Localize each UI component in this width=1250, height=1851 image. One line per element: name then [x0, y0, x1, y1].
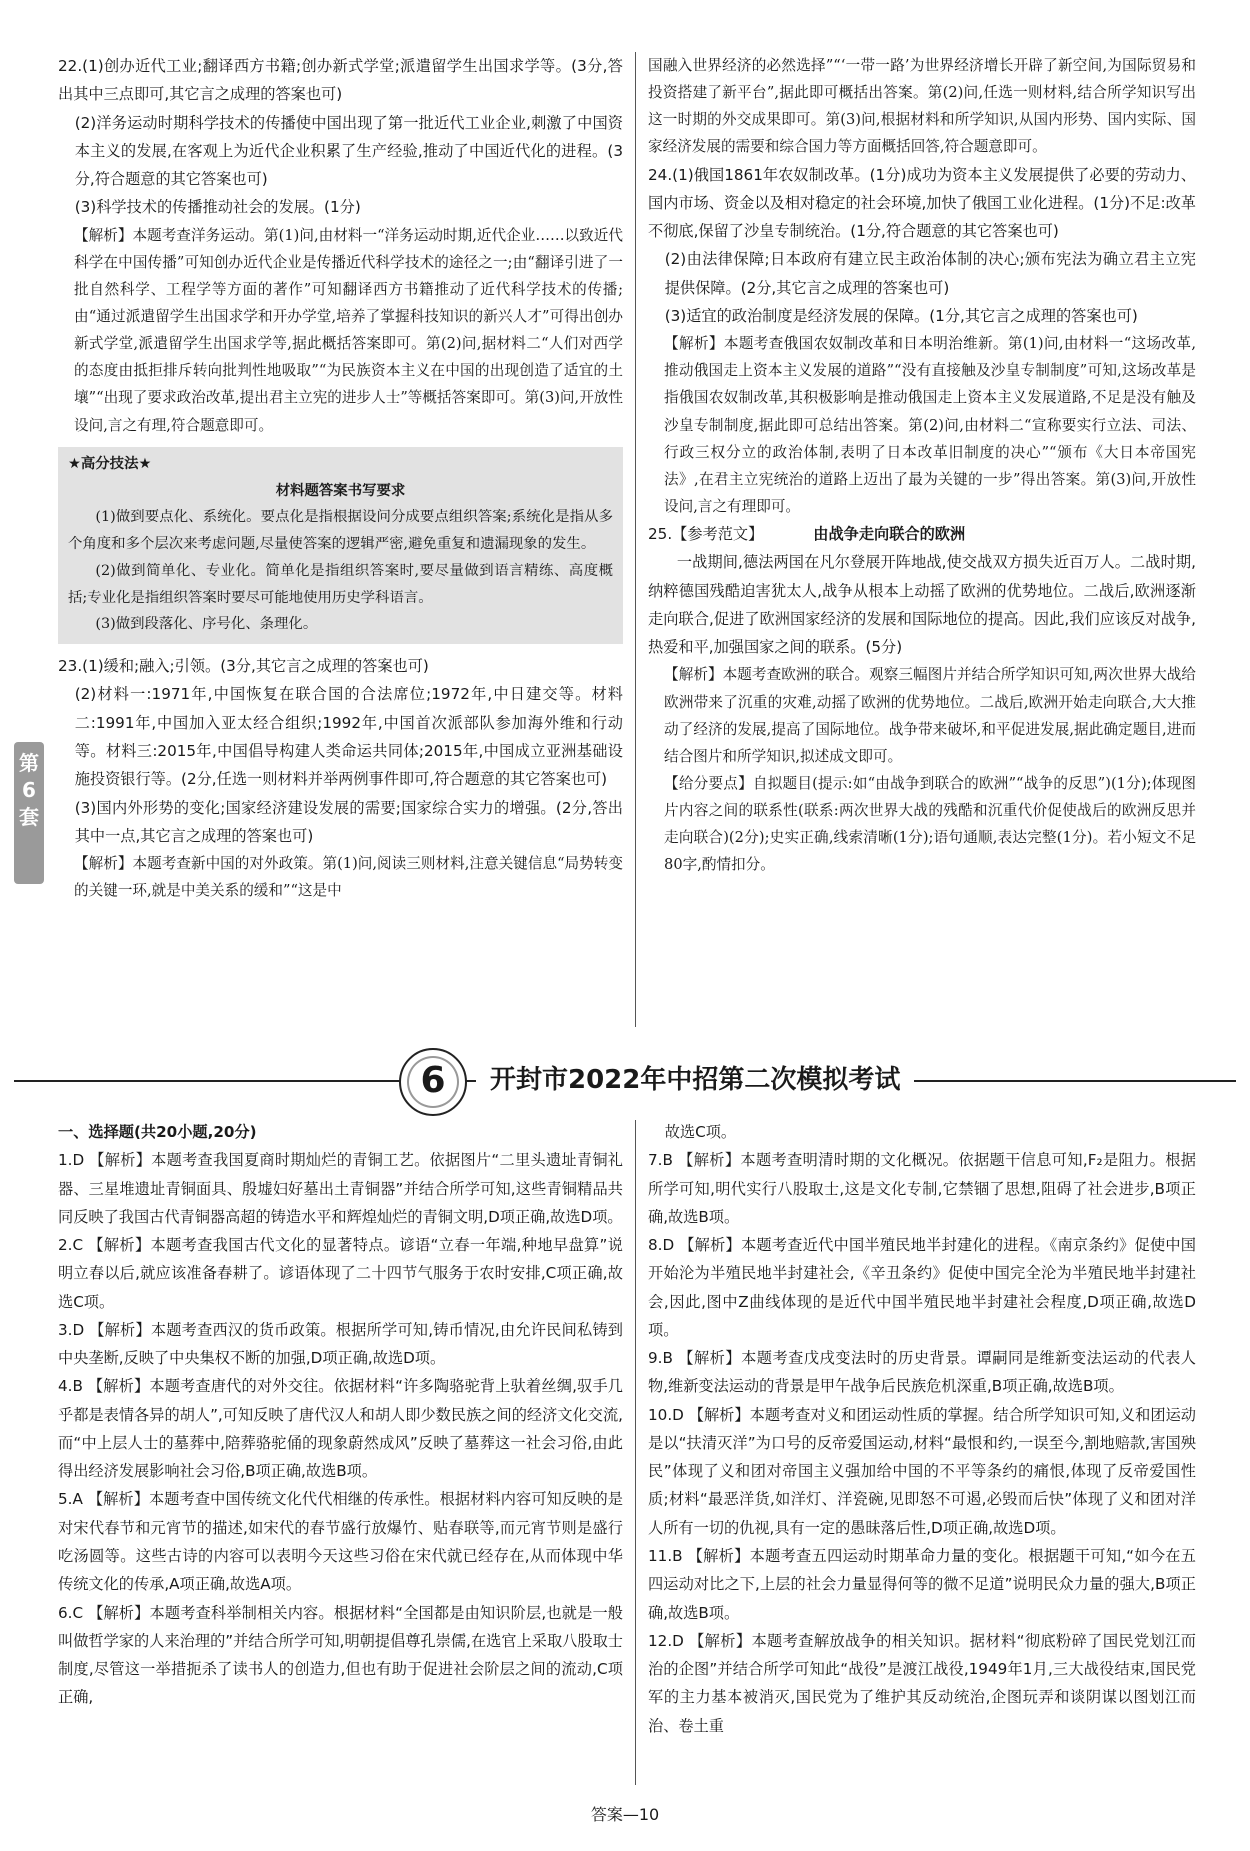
page-number: 答案—10 — [590, 1805, 660, 1824]
upper-left-column — [58, 52, 623, 1037]
answer-item-6: 6.C 【解析】本题考查科举制相关内容。根据材料“全国都是由知识阶层,也就是一般叫做哲学家的人来治理的”并结合所学可知,明朝提倡尊孔崇儒,在选官上采取八股取士制度,尽管这一举措扼杀了读书人的创造力,但也有助于促进社会阶层之间的流动,C项正确, — [58, 1603, 623, 1707]
q23-part2: (2)材料一:1971年,中国恢复在联合国的合法席位;1972年,中日建交等。材料二:1991年,中国加入亚太经合组织;1992年,中国首次派部队参加海外维和行动等。材料三:2015年,中国倡导构建人类命运共同体;2015年,中国成立亚洲基础设施投资银行等。(2分,任选一则材料并举两例事件即可,符合题意的其它答案也可) — [74, 685, 623, 789]
tips-point-2: (2)做到简单化、专业化。简单化是指组织答案时,要尽量做到语言精练、高度概括;专业化是指组织答案时要尽可能地使用历史学科语言。 — [68, 562, 613, 606]
q25-scoring-points: 【给分要点】自拟题目(提示:如“由战争到联合的欧洲”“战争的反思”)(1分);体现图片内容之间的联系性(联系:两次世界大战的残酷和沉重代价促使战后的欧洲反思并走向联合)(2分);史实正确,线索清晰(1分);语句通顺,表达完整(1分)。若小短文不足80字,酌情扣分。 — [664, 775, 1196, 874]
q22-part2: (2)洋务运动时期科学技术的传播使中国出现了第一批近代工业企业,刺激了中国资本主义的发展,在客观上为近代企业积累了生产经验,推动了中国近代化的进程。(3分,符合题意的其它答案也可) — [74, 113, 623, 189]
answer-item-7: 7.B 【解析】本题考查明清时期的文化概况。依据题干信息可知,F₂是阻力。根据所学可知,明代实行八股取士,这是文化专制,它禁锢了思想,阻碍了社会进步,B项正确,故选B项。 — [648, 1151, 1196, 1226]
q25-essay-title: 由战争走向联合的欧洲 — [813, 525, 966, 544]
answer-item-2: 2.C 【解析】本题考查我国古代文化的显著特点。谚语“立春一年端,种地早盘算”说明立春以后,就应该准备春耕了。谚语体现了二十四节气服务于农时安排,C项正确,故选C项。 — [58, 1236, 623, 1311]
section-heading: 一、选择题(共20小题,20分) — [58, 1123, 257, 1141]
answer-item-6-continued: 故选C项。 — [664, 1123, 737, 1141]
exam-title: 开封市2022年中招第二次模拟考试 — [476, 1055, 914, 1105]
tips-point-3: (3)做到段落化、序号化、条理化。 — [95, 616, 318, 633]
q23-analysis: 【解析】本题考查新中国的对外政策。第(1)问,阅读三则材料,注意关键信息“局势转变的关键一环,就是中美关系的缓和”“这是中 — [74, 855, 623, 900]
answer-item-9: 9.B 【解析】本题考查戊戌变法时的历史背景。谭嗣同是维新变法运动的代表人物,维新变法运动的背景是甲午战争后民族危机深重,B项正确,故选B项。 — [648, 1349, 1196, 1396]
exam-banner — [14, 1045, 1236, 1115]
answer-item-11: 11.B 【解析】本题考查五四运动时期革命力量的变化。根据题干可知,“如今在五四运动对比之下,上层的社会力量显得何等的微不足道”说明民众力量的强大,B项正确,故选B项。 — [648, 1546, 1196, 1622]
q25-essay: 一战期间,德法两国在凡尔登展开阵地战,使交战双方损失近百万人。二战时期,纳粹德国残酷迫害犹太人,战争从根本上动摇了欧洲的优势地位。二战后,欧洲逐渐走向联合,促进了欧洲国家经济的发展和国际地位的提高。因此,我们应该反对战争,热爱和平,加强国家之间的联系。(5分) — [648, 553, 1196, 657]
q23-part3: (3)国内外形势的变化;国家经济建设发展的需要;国家综合实力的增强。(2分,答出其中一点,其它言之成理的答案也可) — [74, 798, 623, 845]
answer-item-3: 3.D 【解析】本题考查西汉的货币政策。根据所学可知,铸币情况,由允许民间私铸到中央垄断,反映了中央集权不断的加强,D项正确,故选D项。 — [58, 1320, 623, 1368]
q25-heading — [648, 520, 1196, 548]
q22-analysis: 【解析】本题考查洋务运动。第(1)问,由材料一“洋务运动时期,近代企业……以致近代科学在中国传播”可知创办近代企业是传播近代科学技术的途径之一;由“翻译引进了一批自然科学、工程学等方面的著作”可知翻译西方书籍推动了近代科学技术的传播;由“通过派遣留学生出国求学和开办学堂,培养了掌握科技知识的新兴人才”可得出创办新式学堂,派遣留学生出国求学等,据此概括答案即可。第(2)问,据材料二“人们对西学的态度由抵拒排斥转向批判性地吸取”“为民族资本主义在中国的出现创造了适宜的土壤”“出现了要求政治改革,提出君主立宪的进步人士”等概括答案即可。第(3)问,开放性设问,言之有理,符合题意即可。 — [74, 226, 623, 434]
column-divider-bottom — [635, 1120, 636, 1785]
lower-left-column — [58, 1118, 623, 1790]
answer-item-8: 8.D 【解析】本题考查近代中国半殖民地半封建化的进程。《南京条约》促使中国开始沦为半殖民地半封建社会,《辛丑条约》促使中国完全沦为半殖民地半封建社会,因此,图中Z曲线体现的是近代中国半殖民地半封建社会程度,D项正确,故选D项。 — [648, 1236, 1196, 1339]
q23-analysis-continued: 国融入世界经济的必然选择”“‘一带一路’为世界经济增长开辟了新空间,为国际贸易和投资搭建了新平台”,据此即可概括出答案。第(2)问,任选一则材料,结合所学知识写出这一时期的外交成果即可。第(3)问,根据材料和所学知识,从国内形势、国内实际、国家经济发展的需要和综合国力等方面概括回答,符合题意即可。 — [648, 57, 1196, 156]
answer-item-4: 4.B 【解析】本题考查唐代的对外交往。依据材料“许多陶骆驼背上驮着丝绸,驭手几乎都是表情各异的胡人”,可知反映了唐代汉人和胡人即少数民族之间的经济文化交流,而“中上层人士的墓葬中,陪葬骆驼俑的现象蔚然成风”反映了墓葬这一社会习俗,由此得出经济发展影响社会习俗,B项正确,故选B项。 — [58, 1377, 623, 1481]
exam-number-badge: 6 — [399, 1048, 467, 1116]
column-divider-top — [635, 52, 636, 1027]
q24-part1: 24.(1)俄国1861年农奴制改革。(1分)成功为资本主义发展提供了必要的劳动力、国内市场、资金以及相对稳定的社会环境,加快了俄国工业化进程。(1分)不足:改革不彻底,保留了沙皇专制统治。(1分,符合题意的其它答案也可) — [648, 165, 1196, 241]
set-tab: 第6套 — [14, 742, 44, 884]
q25-analysis: 【解析】本题考查欧洲的联合。观察三幅图片并结合所学知识可知,两次世界大战给欧洲带来了沉重的灾难,动摇了欧洲的优势地位。二战后,欧洲开始走向联合,大大推动了经济的发展,提高了国际地位。战争带来破坏,和平促进发展,据此确定题目,进而结合图片和所学知识,拟述成文即可。 — [664, 666, 1196, 765]
tips-label: ★高分技法★ — [68, 455, 152, 472]
q22-part1: 22.(1)创办近代工业;翻译西方书籍;创办新式学堂;派遣留学生出国求学等。(3分,答出其中三点即可,其它言之成理的答案也可) — [58, 57, 623, 104]
upper-right-column — [648, 52, 1196, 1037]
tips-point-1: (1)做到要点化、系统化。要点化是指根据设问分成要点组织答案;系统化是指从多个角度和多个层次来考虑问题,尽量使答案的逻辑严密,避免重复和遗漏现象的发生。 — [68, 509, 613, 553]
q24-part2: (2)由法律保障;日本政府有建立民主政治体制的决心;颁布宪法为确立君主立宪提供保障。(2分,其它言之成理的答案也可) — [664, 250, 1196, 297]
answer-item-5: 5.A 【解析】本题考查中国传统文化代代相继的传承性。根据材料内容可知反映的是对宋代春节和元宵节的描述,如宋代的春节盛行放爆竹、贴春联等,而元宵节则是盛行吃汤圆等。这些古诗的内容可以表明今天这些习俗在宋代就已经存在,从而体现中华传统文化的传承,A项正确,故选A项。 — [58, 1490, 623, 1594]
q24-part3: (3)适宜的政治制度是经济发展的保障。(1分,其它言之成理的答案也可) — [664, 306, 1138, 325]
q24-analysis: 【解析】本题考查俄国农奴制改革和日本明治维新。第(1)问,由材料一“这场改革,推动俄国走上资本主义发展的道路”“没有直接触及沙皇专制制度”可知,这场改革是指俄国农奴制改革,其积极影响是推动俄国走上资本主义发展道路,不足是没有触及沙皇专制制度,据此即可总结出答案。第(2)问,由材料二“宣称要实行立法、司法、行政三权分立的政治体制,表明了日本改革旧制度的决心”“颁布《大日本帝国宪法》,在君主立宪统治的道路上迈出了最为关键的一步”得出答案。第(3)问,开放性设问,言之有理即可。 — [664, 335, 1196, 515]
answer-item-1: 1.D 【解析】本题考查我国夏商时期灿烂的青铜工艺。依据图片“二里头遗址青铜礼器、三星堆遗址青铜面具、殷墟妇好墓出土青铜器”并结合所学可知,这些青铜精品共同反映了我国古代青铜器高超的铸造水平和辉煌灿烂的青铜文明,D项正确,故选D项。 — [58, 1151, 623, 1226]
q22-part3: (3)科学技术的传播推动社会的发展。(1分) — [74, 198, 361, 217]
answer-item-12: 12.D 【解析】本题考查解放战争的相关知识。据材料“彻底粉碎了国民党划江而治的企图”并结合所学可知此“战役”是渡江战役,1949年1月,三大战役结束,国民党军的主力基本被消灭,国民党为了维护其反动统治,企图玩弄和谈阴谋以图划江而治、卷土重 — [648, 1631, 1196, 1735]
q25-label: 25.【参考范文】 — [648, 525, 764, 544]
q23-part1: 23.(1)缓和;融入;引领。(3分,其它言之成理的答案也可) — [58, 657, 429, 676]
tips-box — [58, 447, 623, 644]
tips-title: 材料题答案书写要求 — [275, 482, 406, 499]
lower-right-column — [648, 1118, 1196, 1790]
answer-item-10: 10.D 【解析】本题考查对义和团运动性质的掌握。结合所学知识可知,义和团运动是以“扶清灭洋”为口号的反帝爱国运动,材料“最恨和约,一误至今,割地赔款,害国殃民”体现了义和团对帝国主义强加给中国的不平等条约的痛恨,体现了反帝爱国性质;材料“最恶洋货,如洋灯、洋瓷碗,见即怒不可遏,必毁而后快”体现了义和团对洋人所有一切的仇视,具有一定的愚昧落后性,D项正确,故选D项。 — [648, 1405, 1196, 1537]
